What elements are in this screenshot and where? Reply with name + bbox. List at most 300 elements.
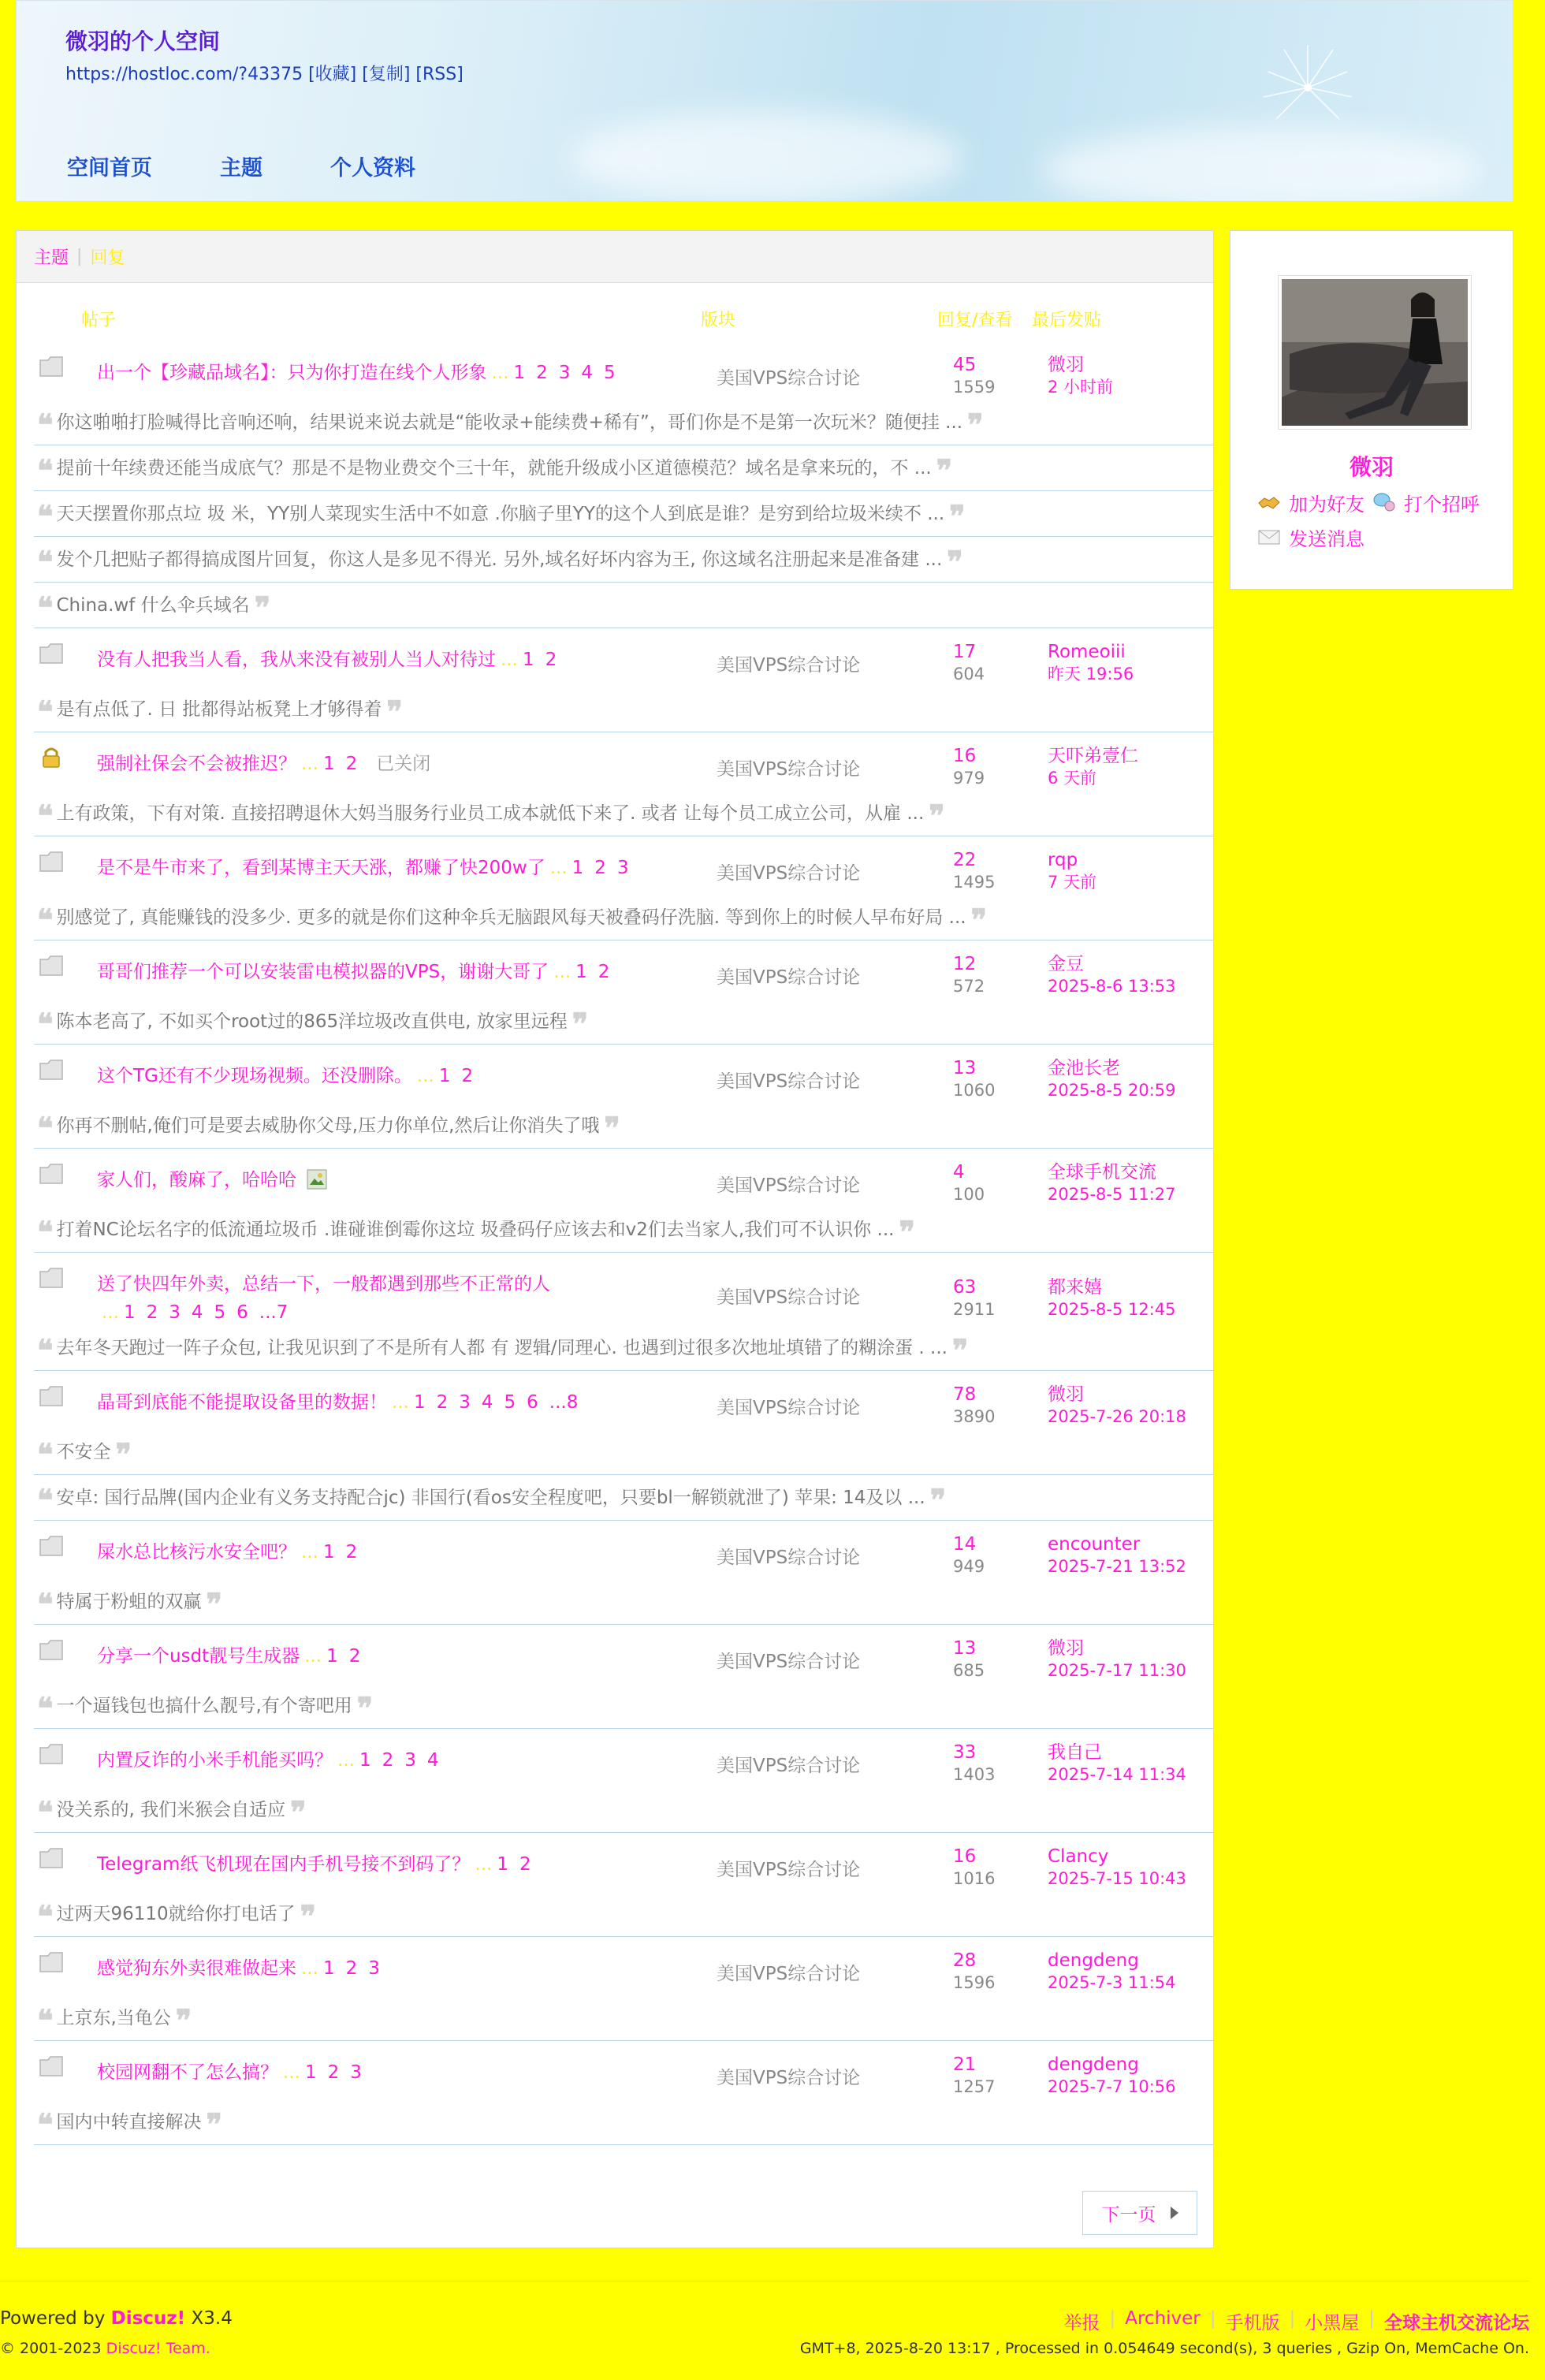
view-count: 1596 [953,1973,996,1992]
reply-quote[interactable] [34,1995,1213,2041]
page-link[interactable]: 3 [558,363,571,383]
reply-view-stats [953,1846,995,1890]
last-post [1048,641,1134,685]
copyright-years: © 2001-2023 [0,2340,102,2357]
last-post-time[interactable]: 2025-7-17 11:30 [1048,1661,1186,1680]
last-post-author[interactable]: 金豆 [1048,954,1084,974]
table-row [34,1833,1213,1891]
reply-quote[interactable] [34,1325,1213,1371]
quote-open-icon: ❝ [37,1110,54,1145]
quote-open-icon: ❝ [37,1482,54,1518]
add-friend-label: 加为好友 [1289,493,1364,516]
folder-icon [39,2054,64,2077]
thread-title-link[interactable]: 哥哥们推荐一个可以安装雷电模拟器的VPS，谢谢大哥了 [97,962,549,982]
page-ellipsis: ... [283,2062,300,2083]
dandelion-icon [1260,40,1355,135]
reply-view-stats [953,1533,985,1577]
last-post-author[interactable]: Clancy [1048,1846,1109,1867]
avatar[interactable] [1278,275,1472,430]
reply-quote[interactable] [34,2099,1213,2145]
last-post [1048,1846,1186,1890]
last-post-author[interactable]: dengdeng [1048,1950,1139,1971]
thread-title-link[interactable]: 强制社保会不会被推迟？ [97,754,296,774]
thread-title-cell [97,1954,704,1983]
footer-separator: | [1209,2308,1216,2329]
page-ellipsis: ... [416,1066,434,1086]
discuz-link[interactable]: Discuz! [110,2308,186,2329]
quote-close-icon: ❞ [356,1690,374,1726]
thread-title-link[interactable]: 出一个【珍藏品域名】：只为你打造在线个人形象 [97,363,487,383]
last-post-time[interactable]: 2 小时前 [1048,378,1114,397]
last-post-time[interactable]: 2025-8-5 11:27 [1048,1185,1176,1204]
page-link[interactable]: 5 [504,1392,516,1413]
reply-view-stats [953,1637,985,1682]
quote-open-icon: ❝ [37,2106,54,2142]
reply-count: 63 [953,1277,977,1298]
forum-name[interactable]: 美国VPS综合讨论 [717,1287,861,1308]
reply-quote[interactable] [34,1891,1213,1937]
page-link[interactable]: 2 [545,650,557,670]
quote-close-icon: ❞ [206,1586,222,1622]
page-link[interactable]: 1 [322,754,335,774]
page-link[interactable]: 1 [575,962,587,982]
space-url-link[interactable]: https://hostloc.com/?43375 [65,65,303,84]
reply-quote-text: 是有点低了. 日 批都得站板凳上才够得着 [56,699,382,720]
collect-link[interactable]: [收藏] [308,65,357,84]
last-post [1048,1276,1176,1320]
last-post-time[interactable]: 2025-8-5 20:59 [1048,1081,1176,1100]
send-message-action[interactable] [1257,523,1364,551]
quote-close-icon: ❞ [115,1436,132,1472]
folder-icon [39,953,64,977]
page-link[interactable]: 1 [123,1302,136,1323]
envelope-icon [1257,527,1281,547]
thread-title-link[interactable]: Telegram纸飞机现在国内手机号接不到码了？ [97,1854,471,1875]
last-post [1048,2054,1176,2098]
page-ellipsis: ... [549,1392,567,1413]
reply-quote-text: 发个几把贴子都得搞成图片回复，你这人是多见不得光. 另外,域名好坏内容为王, 你这域名注册起来是准备建 ... [56,549,943,570]
forum-name[interactable]: 美国VPS综合讨论 [717,2068,861,2088]
reply-quote-text: 过两天96110就给你打电话了 [56,1904,296,1924]
page-link[interactable]: 1 [322,1542,335,1562]
page-link[interactable]: 3 [404,1750,416,1771]
copyright [0,2340,210,2357]
page-link[interactable]: 5 [604,363,616,383]
reply-quote[interactable] [34,445,1213,491]
forum-name[interactable]: 美国VPS综合讨论 [717,1652,861,1672]
page-link[interactable]: 1 [571,858,584,878]
reply-quote[interactable] [34,1429,1213,1475]
space-nav [67,151,415,181]
forum-name[interactable]: 美国VPS综合讨论 [717,759,861,780]
reply-quote-text: 你这啪啪打脸喊得比音响还响，结果说来说去就是“能收录+能续费+稀有”，哥们你是不是第一次玩米？随便挂 ... [56,412,963,433]
page-ellipsis: ... [259,1302,277,1323]
last-post-time[interactable]: 2025-7-21 13:52 [1048,1557,1186,1576]
page-link[interactable]: 1 [438,1066,451,1086]
quote-open-icon: ❝ [37,1898,54,1934]
quote-close-icon: ❞ [175,2002,192,2038]
view-count: 979 [953,769,985,788]
table-row [34,1045,1213,1103]
last-post-author[interactable]: rqp [1048,850,1078,870]
view-count: 1257 [953,2077,996,2096]
forum-name[interactable]: 美国VPS综合讨论 [717,1175,861,1196]
add-friend-action[interactable] [1257,489,1364,516]
last-post [1048,849,1096,893]
greet-label: 打个招呼 [1404,493,1480,516]
view-count: 604 [953,665,985,683]
reply-view-stats [953,641,985,685]
page-link[interactable]: 2 [598,962,610,982]
page-link[interactable]: 1 [522,650,534,670]
reply-quote[interactable] [34,1475,1213,1521]
page-link[interactable]: 2 [345,1542,358,1562]
page-link[interactable]: 3 [169,1302,181,1323]
thread-title-link[interactable]: 晶哥到底能不能提取设备里的数据！ [97,1392,387,1413]
reply-quote-text: 天天摆置你那点垃 圾 米，YY别人菜现实生活中不如意 .你脑子里YY的这个人到底是谁？是穷到给垃圾米续不 ... [56,504,945,524]
reply-quote-text: 上有政策，下有对策. 直接招聘退休大妈当服务行业员工成本就低下来了. 或者 让每个员工成立公司，从雇 ... [56,803,925,824]
footer-separator: | [1289,2308,1296,2329]
page-link[interactable]: 2 [594,858,606,878]
reply-view-stats [953,1741,995,1786]
folder-icon [39,1384,64,1407]
last-post-time[interactable]: 2025-8-6 13:53 [1048,977,1176,996]
quote-open-icon: ❝ [37,1006,54,1041]
thread-title-cell [97,1538,704,1566]
page-link[interactable]: 1 [413,1392,426,1413]
nav-space-home[interactable]: 空间首页 [67,156,152,181]
reply-count: 13 [953,1058,977,1078]
quote-close-icon: ❞ [604,1110,620,1145]
next-page-button[interactable] [1082,2191,1197,2235]
copy-link[interactable]: [复制] [362,65,411,84]
forum-name[interactable]: 美国VPS综合讨论 [717,1398,861,1418]
folder-icon [39,354,64,378]
thread-title-link[interactable]: 内置反诈的小米手机能买吗？ [97,1750,333,1771]
thread-title-link[interactable]: 分享一个usdt靓号生成器 [97,1646,300,1667]
reply-count: 14 [953,1534,977,1555]
last-post-author[interactable]: 金池长老 [1048,1058,1120,1078]
quote-close-icon: ❞ [967,407,984,442]
thread-title-cell [97,854,704,882]
folder-icon [39,1265,64,1289]
last-post-time[interactable]: 7 天前 [1048,873,1097,892]
footer-links [1063,2308,1529,2334]
folder-icon [39,1637,64,1661]
greet-action[interactable] [1372,489,1480,516]
table-row [34,1729,1213,1787]
tab-replies[interactable]: 回复 [90,248,125,268]
page-ellipsis: ... [549,858,568,878]
reply-view-stats [953,745,985,789]
last-post-author[interactable]: 微羽 [1048,355,1084,375]
page-link[interactable]: 6 [236,1302,248,1323]
reply-quote[interactable] [34,1207,1213,1253]
last-post-author[interactable]: dengdeng [1048,2054,1139,2075]
tab-separator: | [76,247,83,266]
quote-close-icon: ❞ [947,544,963,579]
page-ellipsis: ... [301,1958,318,1979]
page-link[interactable]: 1 [359,1750,371,1771]
quote-close-icon: ❞ [951,1332,969,1368]
space-url-line [65,61,464,85]
folder-icon [39,1950,64,1973]
view-count: 1403 [953,1765,996,1784]
page-link[interactable]: 2 [461,1066,474,1086]
quote-open-icon: ❝ [37,498,54,534]
quote-open-icon: ❝ [37,453,54,488]
next-page-label: 下一页 [1101,2204,1156,2225]
reply-quote[interactable] [34,791,1213,836]
header-forum: 版块 [701,311,736,330]
last-post-author[interactable]: 全球手机交流 [1048,1162,1156,1183]
reply-view-stats [953,1384,995,1428]
thread-title-cell [97,1850,704,1879]
last-post-author[interactable]: Romeoiii [1048,642,1126,662]
powered-prefix: Powered by [0,2308,106,2329]
page-link[interactable]: 2 [345,754,358,774]
thread-title-cell [97,1166,704,1194]
page-link[interactable]: 1 [497,1854,508,1875]
reply-quote[interactable] [34,1579,1213,1625]
page-link[interactable]: 2 [436,1392,449,1413]
reply-quote-text: China.wf 什么伞兵域名 [56,595,250,616]
page-ellipsis: ... [475,1854,493,1875]
header-reply-view: 回复/查看 [937,311,1013,330]
last-post-author[interactable]: 我自己 [1048,1742,1102,1763]
footer-link-mobile[interactable]: 手机版 [1225,2313,1280,2333]
reply-quote[interactable] [34,895,1213,940]
page-link[interactable]: 3 [459,1392,471,1413]
quote-open-icon: ❝ [37,1690,54,1726]
header-cloud [1041,127,1483,202]
reply-quote-text: 别感觉了, 真能赚钱的没多少. 更多的就是你们这种伞兵无脑跟风每天被叠码仔洗脑. 等到你上的时候人早布好局 ... [56,907,966,928]
header-last-post: 最后发贴 [1032,311,1102,330]
reply-view-stats [953,2054,995,2098]
page-link[interactable]: 2 [536,363,548,383]
discuz-team-link[interactable]: Discuz! Team. [106,2340,210,2357]
page-link[interactable]: 2 [519,1854,531,1875]
view-count: 685 [953,1661,985,1680]
reply-quote[interactable] [34,1103,1213,1149]
reply-count: 12 [953,954,977,974]
thread-title-link[interactable]: 送了快四年外卖，总结一下，一般都遇到那些不正常的人 [97,1274,550,1294]
page-link[interactable]: 6 [527,1392,538,1413]
reply-quote[interactable] [34,491,1213,537]
reply-quote-text: 上京东,当龟公 [56,2008,171,2028]
page-link[interactable]: 1 [322,1958,335,1979]
thread-title-cell [97,359,704,387]
thread-title-cell [97,1388,704,1417]
thread-title-cell [97,1062,704,1090]
reply-quote[interactable] [34,583,1213,628]
thread-title-link[interactable]: 屎水总比核污水安全吧？ [97,1542,296,1562]
last-post [1048,953,1176,997]
page-link[interactable]: 3 [350,2062,362,2083]
forum-name[interactable]: 美国VPS综合讨论 [717,1860,861,1880]
page-link-last[interactable]: 7 [276,1302,289,1323]
thread-title-cell [97,958,704,986]
page-ellipsis: ... [301,754,318,774]
reply-view-stats [953,1276,995,1320]
last-post-time[interactable]: 2025-7-15 10:43 [1048,1869,1186,1888]
thread-title-link[interactable]: 这个TG还有不少现场视频。还没删除。 [97,1066,412,1086]
tab-threads[interactable]: 主题 [34,248,69,268]
profile-actions [1257,485,1480,554]
lock-icon [39,745,64,769]
header-post: 帖子 [81,311,117,330]
table-row [34,836,1213,895]
reply-quote-text: 安卓: 国行品牌(国内企业有义务支持配合jc) 非国行(看os安全程度吧，只要bl一解锁就泄了) 苹果: 14及以 ... [56,1488,925,1508]
last-post [1048,1384,1186,1428]
quote-open-icon: ❝ [37,798,54,833]
footer-link-darkroom[interactable]: 小黑屋 [1305,2313,1360,2333]
reply-quote[interactable] [34,687,1213,732]
table-row [34,1371,1213,1429]
page-link[interactable]: 1 [326,1646,338,1667]
reply-quote[interactable] [34,1787,1213,1833]
forum-name[interactable]: 美国VPS综合讨论 [717,1548,861,1568]
last-post-time[interactable]: 2025-7-26 20:18 [1048,1407,1186,1426]
page-ellipsis: ... [337,1750,355,1771]
last-post [1048,1950,1176,1994]
last-post-author[interactable]: encounter [1048,1534,1141,1555]
reply-quote[interactable] [34,1683,1213,1729]
folder-icon [39,1057,64,1081]
page-link[interactable]: 4 [581,363,593,383]
page-ellipsis: ... [553,962,571,982]
thread-title-link[interactable]: 感觉狗东外卖很难做起来 [97,1958,296,1979]
reply-quote[interactable] [34,537,1213,583]
nav-profile[interactable]: 个人资料 [330,156,415,181]
thread-title-link[interactable]: 校园网翻不了怎么搞？ [97,2062,278,2083]
reply-quote-text: 一个逼钱包也搞什么靓号,有个寄吧用 [56,1696,352,1716]
quote-close-icon: ❞ [571,1006,589,1041]
page-link[interactable]: 2 [348,1646,361,1667]
table-row [34,732,1213,791]
reply-quote[interactable] [34,400,1213,445]
last-post-time[interactable]: 2025-7-7 10:56 [1048,2077,1176,2096]
page-link[interactable]: 2 [327,2062,340,2083]
quote-close-icon: ❞ [970,902,988,937]
forum-name[interactable]: 美国VPS综合讨论 [717,1964,861,1984]
reply-count: 13 [953,1638,977,1659]
folder-icon [39,849,64,873]
quote-open-icon: ❝ [37,1794,54,1830]
thread-title-link[interactable]: 没有人把我当人看，我从来没有被别人当人对待过 [97,650,496,670]
page-link[interactable]: 2 [382,1750,394,1771]
page-link[interactable]: 4 [426,1750,439,1771]
table-row [34,1625,1213,1683]
quote-close-icon: ❞ [949,498,966,534]
quote-close-icon: ❞ [290,1794,307,1830]
space-title[interactable]: 微羽的个人空间 [65,28,221,54]
page-link[interactable]: 3 [368,1958,380,1979]
view-count: 1016 [953,1869,996,1888]
quote-close-icon: ❞ [929,1482,947,1518]
image-attachment-icon [307,1169,327,1190]
forum-name[interactable]: 美国VPS综合讨论 [717,368,861,389]
last-post-time[interactable]: 2025-7-14 11:34 [1048,1765,1186,1784]
last-post-author[interactable]: 都来嬉 [1048,1277,1102,1298]
page-link[interactable]: 1 [304,2062,317,2083]
page-link[interactable]: 4 [481,1392,493,1413]
forum-name[interactable]: 美国VPS综合讨论 [717,655,861,676]
send-message-label: 发送消息 [1289,527,1364,550]
folder-icon [39,1846,64,1869]
reply-quote-text: 不安全 [56,1442,111,1462]
reply-count: 45 [953,355,977,375]
rss-link[interactable]: [RSS] [415,65,464,84]
profile-username[interactable]: 微羽 [1349,454,1394,480]
last-post-time[interactable]: 6 天前 [1048,769,1097,788]
folder-icon [39,1161,64,1185]
last-post [1048,354,1113,398]
reply-count: 16 [953,746,977,766]
tabs-bar [17,231,1213,283]
quote-open-icon: ❝ [37,407,54,442]
page-link[interactable]: 5 [214,1302,226,1323]
footer-link-forum-home[interactable]: 全球主机交流论坛 [1384,2313,1529,2333]
quote-open-icon: ❝ [37,1586,54,1622]
view-count: 949 [953,1557,985,1576]
nav-threads[interactable]: 主题 [220,156,262,181]
last-post [1048,1533,1186,1577]
page-link[interactable]: 4 [191,1302,203,1323]
page-ellipsis: ... [304,1646,322,1667]
thread-title-link[interactable]: 家人们，酸麻了，哈哈哈 [97,1170,296,1190]
last-post-time[interactable]: 2025-8-5 12:45 [1048,1300,1176,1319]
page-link[interactable]: 3 [616,858,629,878]
page-link[interactable]: 2 [345,1958,358,1979]
reply-quote-text: 打着NC论坛名字的低流通垃圾币 .谁碰谁倒霉你这垃 圾叠码仔应该去和v2们去当家人,我们可不认识你 ... [56,1220,895,1240]
reply-count: 28 [953,1950,977,1971]
forum-name[interactable]: 美国VPS综合讨论 [717,967,861,988]
thread-title-link[interactable]: 是不是牛市来了，看到某博主天天涨，都赚了快200w了 [97,858,545,878]
reply-quote[interactable] [34,999,1213,1045]
last-post-time[interactable]: 昨天 19:56 [1048,665,1134,683]
quote-close-icon: ❞ [936,453,953,488]
footer-link-archiver[interactable]: Archiver [1125,2308,1201,2329]
reply-view-stats [953,1950,995,1994]
last-post-time[interactable]: 2025-7-3 11:54 [1048,1973,1176,1992]
page-link-last[interactable]: 8 [566,1392,579,1413]
forum-name[interactable]: 美国VPS综合讨论 [717,863,861,884]
last-post-author[interactable]: 微羽 [1048,1638,1084,1659]
reply-count: 78 [953,1384,977,1405]
page-link[interactable]: 2 [146,1302,158,1323]
quote-open-icon: ❝ [37,1214,54,1250]
quote-close-icon: ❞ [899,1214,915,1250]
table-row [34,1937,1213,1995]
reply-quote-text: 国内中转直接解决 [56,2112,202,2132]
last-post-author[interactable]: 天吓弟壹仁 [1048,746,1138,766]
avatar-photo [1282,279,1468,426]
table-row [34,940,1213,999]
forum-name[interactable]: 美国VPS综合讨论 [717,1071,861,1092]
quote-open-icon: ❝ [37,2002,54,2038]
footer-link-report[interactable]: 举报 [1063,2313,1100,2333]
forum-name[interactable]: 美国VPS综合讨论 [717,1756,861,1776]
table-row [34,341,1213,400]
server-debug-info: GMT+8, 2025-8-20 13:17 , Processed in 0.054649 second(s), 3 queries , Gzip On, MemCache On. [799,2340,1529,2357]
table-row [34,628,1213,687]
last-post [1048,1741,1186,1786]
reply-count: 33 [953,1742,977,1763]
last-post [1048,745,1138,789]
last-post-author[interactable]: 微羽 [1048,1384,1084,1405]
page-link[interactable]: 1 [513,363,526,383]
